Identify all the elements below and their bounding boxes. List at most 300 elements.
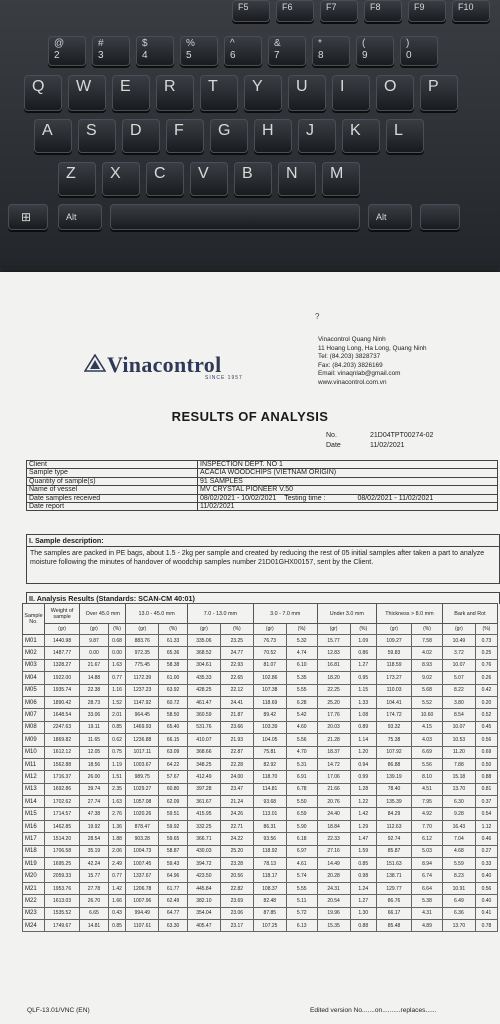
value-cell: 82.92	[253, 758, 286, 770]
value-cell: 0.86	[350, 647, 376, 659]
value-cell: 63.09	[159, 746, 188, 758]
value-cell: 382.10	[187, 895, 220, 907]
value-cell: 1.66	[108, 895, 126, 907]
key-label: C	[154, 165, 166, 182]
value-cell: 461.47	[187, 696, 220, 708]
key-label: T	[208, 78, 218, 95]
key-label: F8	[370, 2, 381, 12]
unit-cell: (%)	[108, 624, 126, 635]
key-l	[386, 119, 424, 153]
key-f5	[232, 0, 270, 22]
value-cell: 59.43	[159, 858, 188, 870]
value-cell: 1922.00	[44, 672, 79, 684]
table-row	[23, 684, 498, 696]
sample-id-cell: M07	[23, 709, 45, 721]
value-cell: 6.65	[80, 907, 109, 919]
value-cell: 361.67	[187, 796, 220, 808]
info-row	[27, 477, 498, 485]
header-thickness: Thickness > 8.0 mm	[376, 604, 442, 624]
key-t	[200, 75, 238, 111]
value-cell: 82.48	[253, 895, 286, 907]
value-cell: 1337.67	[126, 870, 159, 882]
value-cell: 10.49	[442, 635, 475, 647]
value-cell: 5.50	[286, 796, 317, 808]
value-cell: 2.35	[108, 783, 126, 795]
value-cell: 435.33	[187, 672, 220, 684]
value-cell: 354.04	[187, 907, 220, 919]
key-label: 5	[186, 50, 192, 61]
sample-id-cell: M13	[23, 783, 45, 795]
value-cell: 109.27	[376, 635, 411, 647]
value-cell: 366.71	[187, 833, 220, 845]
value-cell: 7.95	[412, 796, 443, 808]
key-label: Alt	[66, 212, 77, 222]
value-cell: 1.52	[108, 696, 126, 708]
value-cell: 1.20	[350, 746, 376, 758]
value-cell: 1487.77	[44, 647, 79, 659]
value-cell: 118.70	[253, 771, 286, 783]
value-cell: 25.20	[220, 845, 253, 857]
value-cell: 58.50	[159, 709, 188, 721]
unit-cell: (gr)	[187, 624, 220, 635]
value-cell: 5.59	[442, 858, 475, 870]
value-cell: 6.59	[286, 808, 317, 820]
sample-description-section	[26, 534, 500, 584]
value-cell: 139.19	[376, 771, 411, 783]
value-cell: 75.38	[376, 734, 411, 746]
value-cell: 87.85	[253, 907, 286, 919]
key-symbol: #	[98, 38, 104, 49]
value-cell: 1237.23	[126, 684, 159, 696]
value-cell: 0.76	[475, 659, 497, 671]
info-key: Sample type	[27, 469, 198, 477]
key-label: X	[110, 165, 121, 182]
contact-line: Email: vinaqnlab@gmail.com	[318, 370, 401, 378]
info-value: ACACIA WOODCHIPS (VIETNAM ORIGIN)	[198, 469, 498, 477]
value-cell: 348.25	[187, 758, 220, 770]
value-cell: 7.70	[412, 820, 443, 832]
key-f6	[276, 0, 314, 22]
value-cell: 64.22	[159, 758, 188, 770]
key-z	[58, 162, 96, 196]
value-cell: 5.56	[286, 734, 317, 746]
key-blank	[420, 204, 460, 230]
value-cell: 0.81	[475, 783, 497, 795]
value-cell: 20.54	[317, 895, 350, 907]
alt-left-key	[58, 204, 102, 230]
key-label: 8	[318, 50, 324, 61]
value-cell: 410.07	[187, 734, 220, 746]
value-cell: 151.63	[376, 858, 411, 870]
value-cell: 1.63	[108, 659, 126, 671]
value-cell: 5.74	[286, 870, 317, 882]
value-cell: 61.00	[159, 672, 188, 684]
unit-cell: (gr)	[253, 624, 286, 635]
value-cell: 1462.85	[44, 820, 79, 832]
value-cell: 22.12	[220, 684, 253, 696]
key-a	[34, 119, 72, 153]
value-cell: 18.37	[317, 746, 350, 758]
value-cell: 14.88	[80, 672, 109, 684]
value-cell: 22.87	[220, 746, 253, 758]
value-cell: 6.69	[412, 746, 443, 758]
value-cell: 8.22	[442, 684, 475, 696]
key-w	[68, 75, 106, 111]
sample-id-cell: M03	[23, 659, 45, 671]
value-cell: 1.19	[108, 758, 126, 770]
table-row	[23, 746, 498, 758]
sample-id-cell: M20	[23, 870, 45, 882]
value-cell: 1.15	[350, 684, 376, 696]
value-cell: 1236.88	[126, 734, 159, 746]
value-cell: 0.41	[475, 907, 497, 919]
key-i	[332, 75, 370, 111]
value-cell: 18.56	[80, 758, 109, 770]
value-cell: 1017.11	[126, 746, 159, 758]
key-label: I	[340, 78, 345, 95]
value-cell: 27.78	[80, 882, 109, 894]
key-g	[210, 119, 248, 153]
key-0	[400, 36, 438, 66]
value-cell: 0.20	[475, 696, 497, 708]
value-cell: 21.87	[220, 709, 253, 721]
value-cell: 47.38	[80, 808, 109, 820]
value-cell: 1057.08	[126, 796, 159, 808]
key-label: F5	[238, 2, 249, 12]
value-cell: 1.33	[350, 696, 376, 708]
value-cell: 1469.93	[126, 721, 159, 733]
key-label: 6	[230, 50, 236, 61]
value-cell: 5.11	[286, 895, 317, 907]
value-cell: 445.84	[187, 882, 220, 894]
contact-line: 11 Hoang Long, Ha Long, Quang Ninh	[318, 344, 427, 352]
value-cell: 2.01	[108, 709, 126, 721]
key-label: Alt	[376, 212, 387, 222]
table-row	[23, 734, 498, 746]
sample-id-cell: M12	[23, 771, 45, 783]
value-cell: 428.25	[187, 684, 220, 696]
key-symbol: *	[318, 38, 322, 49]
key-symbol: (	[362, 38, 366, 49]
value-cell: 1.47	[350, 833, 376, 845]
value-cell: 1648.54	[44, 709, 79, 721]
value-cell: 0.88	[475, 771, 497, 783]
page-title: RESULTS OF ANALYSIS	[171, 409, 329, 424]
header-sample-no: Sample No.	[23, 604, 45, 635]
value-cell: 107.38	[253, 684, 286, 696]
value-cell: 972.35	[126, 647, 159, 659]
key-symbol: &	[274, 38, 281, 49]
value-cell: 102.86	[253, 672, 286, 684]
value-cell: 86.76	[376, 895, 411, 907]
table-row	[23, 833, 498, 845]
value-cell: 1.30	[350, 907, 376, 919]
contact-block	[318, 336, 427, 388]
key-label: Y	[252, 78, 263, 95]
value-cell: 22.71	[220, 820, 253, 832]
key-v	[190, 162, 228, 196]
value-cell: 531.76	[187, 721, 220, 733]
key-label: F7	[326, 2, 337, 12]
value-cell: 1.28	[350, 783, 376, 795]
value-cell: 174.72	[376, 709, 411, 721]
value-cell: 1.63	[108, 796, 126, 808]
info-key: Date report	[27, 503, 198, 511]
value-cell: 118.59	[376, 659, 411, 671]
key-j	[298, 119, 336, 153]
value-cell: 430.03	[187, 845, 220, 857]
key-symbol: @	[54, 38, 65, 49]
value-cell: 76.73	[253, 635, 286, 647]
value-cell: 5.72	[286, 907, 317, 919]
key-label: G	[218, 122, 231, 139]
key-label: 2	[54, 50, 60, 61]
value-cell: 2.76	[108, 808, 126, 820]
value-cell: 4.70	[286, 746, 317, 758]
value-cell: 0.43	[108, 907, 126, 919]
table-row	[23, 659, 498, 671]
key-label: P	[428, 78, 439, 95]
sample-id-cell: M19	[23, 858, 45, 870]
value-cell: 63.92	[159, 684, 188, 696]
value-cell: 14.72	[317, 758, 350, 770]
value-cell: 0.50	[475, 758, 497, 770]
value-cell: 0.99	[350, 771, 376, 783]
value-cell: 0.68	[108, 635, 126, 647]
info-value: 11/02/2021	[198, 503, 498, 511]
value-cell: 23.66	[220, 721, 253, 733]
key-label: B	[242, 165, 253, 182]
value-cell: 92.74	[376, 833, 411, 845]
value-cell: 21.28	[317, 734, 350, 746]
value-cell: 93.32	[376, 721, 411, 733]
key-label: F9	[414, 2, 425, 12]
value-cell: 6.13	[286, 919, 317, 931]
value-cell: 23.47	[220, 783, 253, 795]
value-cell: 368.52	[187, 647, 220, 659]
value-cell: 0.73	[475, 635, 497, 647]
value-cell: 0.27	[475, 845, 497, 857]
sample-id-cell: M06	[23, 696, 45, 708]
value-cell: 1.12	[475, 820, 497, 832]
value-cell: 5.32	[286, 635, 317, 647]
sample-id-cell: M09	[23, 734, 45, 746]
header-over45: Over 45.0 mm	[80, 604, 126, 624]
value-cell: 60.80	[159, 783, 188, 795]
header-13-45: 13.0 - 45.0 mm	[126, 604, 188, 624]
contact-line: Fax: (84.203) 3826169	[318, 361, 383, 369]
sample-id-cell: M15	[23, 808, 45, 820]
value-cell: 1004.73	[126, 845, 159, 857]
value-cell: 13.70	[442, 919, 475, 931]
analysis-results-table	[22, 603, 498, 932]
value-cell: 1.59	[350, 845, 376, 857]
value-cell: 10.53	[442, 734, 475, 746]
value-cell: 8.54	[442, 709, 475, 721]
key-label: O	[384, 78, 397, 95]
info-row	[27, 503, 498, 511]
unit-row	[23, 624, 498, 635]
value-cell: 775.45	[126, 659, 159, 671]
key-label: E	[120, 78, 131, 95]
value-cell: 1562.88	[44, 758, 79, 770]
key-label: K	[350, 122, 361, 139]
value-cell: 114.81	[253, 783, 286, 795]
value-cell: 6.74	[412, 870, 443, 882]
value-cell: 0.00	[108, 647, 126, 659]
value-cell: 1.14	[350, 734, 376, 746]
value-cell: 5.56	[412, 758, 443, 770]
unit-cell: (gr)	[317, 624, 350, 635]
key-b	[234, 162, 272, 196]
value-cell: 0.85	[108, 919, 126, 931]
key-label: L	[394, 122, 403, 139]
value-cell: 11.20	[442, 746, 475, 758]
value-cell: 25.20	[317, 696, 350, 708]
value-cell: 18.84	[317, 820, 350, 832]
analysis-report-paper	[0, 272, 500, 1024]
unit-cell: (gr)	[44, 624, 79, 635]
value-cell: 15.77	[80, 870, 109, 882]
table-row	[23, 709, 498, 721]
value-cell: 9.28	[442, 808, 475, 820]
value-cell: 14.81	[80, 919, 109, 931]
value-cell: 9.87	[80, 635, 109, 647]
value-cell: 1514.20	[44, 833, 79, 845]
value-cell: 28.73	[80, 696, 109, 708]
value-cell: 394.72	[187, 858, 220, 870]
windows-key	[8, 204, 48, 230]
value-cell: 33.06	[80, 709, 109, 721]
key-r	[156, 75, 194, 111]
value-cell: 423.50	[187, 870, 220, 882]
handwritten-mark: ?	[315, 312, 320, 321]
info-row	[27, 469, 498, 477]
value-cell: 59.65	[159, 833, 188, 845]
value-cell: 5.68	[412, 684, 443, 696]
value-cell: 24.26	[220, 808, 253, 820]
value-cell: 0.89	[350, 721, 376, 733]
value-cell: 5.90	[286, 820, 317, 832]
value-cell: 23.06	[220, 907, 253, 919]
sample-id-cell: M21	[23, 882, 45, 894]
value-cell: 4.60	[286, 721, 317, 733]
value-cell: 1716.37	[44, 771, 79, 783]
table-row	[23, 771, 498, 783]
key-2	[48, 36, 86, 66]
value-cell: 0.54	[475, 808, 497, 820]
vinacontrol-logo-icon	[84, 354, 106, 372]
table-row	[23, 845, 498, 857]
value-cell: 6.30	[442, 796, 475, 808]
value-cell: 66.15	[159, 734, 188, 746]
value-cell: 13.70	[442, 783, 475, 795]
value-cell: 10.07	[442, 659, 475, 671]
key-symbol: $	[142, 38, 148, 49]
value-cell: 6.18	[286, 833, 317, 845]
value-cell: 24.40	[317, 808, 350, 820]
info-value-dates	[198, 494, 498, 502]
key-label: J	[306, 122, 314, 139]
value-cell: 118.69	[253, 696, 286, 708]
key-label: 4	[142, 50, 148, 61]
value-cell: 0.00	[80, 647, 109, 659]
report-date-label: Date	[326, 442, 341, 449]
value-cell: 22.38	[80, 684, 109, 696]
value-cell: 18.20	[317, 672, 350, 684]
value-cell: 58.87	[159, 845, 188, 857]
key-symbol: %	[186, 38, 195, 49]
info-key: Date samples received	[27, 494, 198, 502]
value-cell: 20.03	[317, 721, 350, 733]
value-cell: 4.74	[286, 647, 317, 659]
value-cell: 6.97	[286, 845, 317, 857]
key-symbol: ^	[230, 38, 235, 49]
unit-cell: (%)	[475, 624, 497, 635]
value-cell: 27.16	[317, 845, 350, 857]
value-cell: 62.09	[159, 796, 188, 808]
value-cell: 59.83	[376, 647, 411, 659]
value-cell: 78.40	[376, 783, 411, 795]
value-cell: 64.96	[159, 870, 188, 882]
value-cell: 1.16	[108, 684, 126, 696]
unit-cell: (%)	[412, 624, 443, 635]
value-cell: 0.26	[475, 672, 497, 684]
value-cell: 20.28	[317, 870, 350, 882]
value-cell: 360.59	[187, 709, 220, 721]
contact-line: Tel: (84.203) 3828737	[318, 353, 381, 361]
table-row	[23, 858, 498, 870]
value-cell: 81.07	[253, 659, 286, 671]
value-cell: 9.02	[412, 672, 443, 684]
value-cell: 70.52	[253, 647, 286, 659]
unit-cell: (gr)	[442, 624, 475, 635]
value-cell: 2059.33	[44, 870, 79, 882]
spacebar-key	[110, 204, 360, 230]
unit-cell: (gr)	[80, 624, 109, 635]
value-cell: 2.06	[108, 845, 126, 857]
key-p	[420, 75, 458, 111]
sample-description-text: The samples are packed in PE bags, about 1.5 - 2kg per sample and created by reducing the rest of 05 initial samples after taken a part to analyze moisture following the minutes of handover of woodchip samples number 21D01GHX00157, sent by the Client.	[30, 550, 485, 567]
value-cell: 1007.96	[126, 895, 159, 907]
value-cell: 107.25	[253, 919, 286, 931]
value-cell: 24.77	[220, 647, 253, 659]
value-cell: 0.62	[108, 734, 126, 746]
section-heading: II. Analysis Results (Standards: SCAN-CM 40:01)	[29, 594, 195, 603]
value-cell: 0.69	[475, 746, 497, 758]
value-cell: 5.52	[412, 696, 443, 708]
sample-info-table	[26, 460, 498, 511]
testing-time-label: Testing time :	[284, 494, 326, 502]
value-cell: 4.92	[412, 808, 443, 820]
value-cell: 1692.86	[44, 783, 79, 795]
value-cell: 7.88	[442, 758, 475, 770]
key-c	[146, 162, 184, 196]
value-cell: 59.92	[159, 820, 188, 832]
value-cell: 1.27	[350, 895, 376, 907]
info-value: 91 SAMPLES	[198, 477, 498, 485]
value-cell: 22.93	[220, 659, 253, 671]
value-cell: 173.27	[376, 672, 411, 684]
sample-id-cell: M18	[23, 845, 45, 857]
key-label: M	[330, 165, 344, 182]
value-cell: 0.77	[108, 870, 126, 882]
info-key: Client	[27, 461, 198, 469]
key-f10	[452, 0, 490, 22]
value-cell: 1172.39	[126, 672, 159, 684]
value-cell: 1.42	[350, 808, 376, 820]
value-cell: 0.42	[475, 684, 497, 696]
